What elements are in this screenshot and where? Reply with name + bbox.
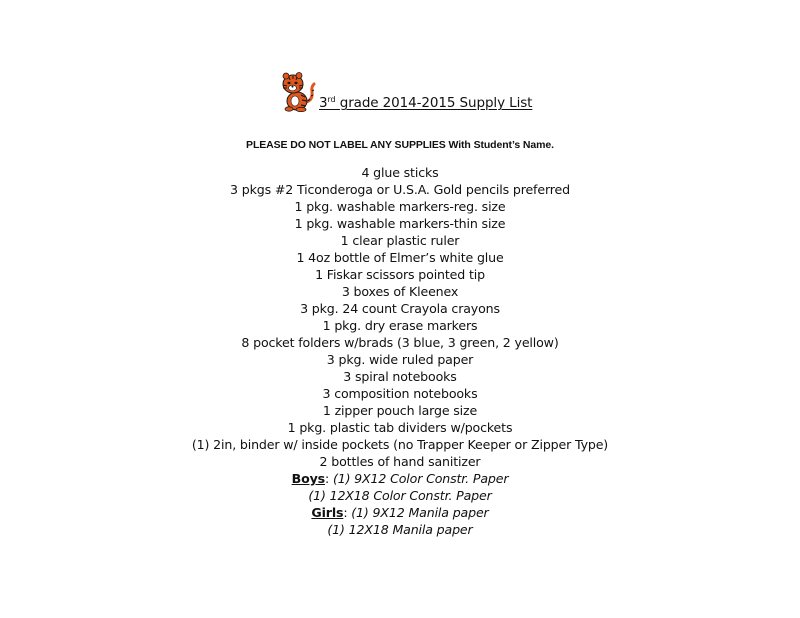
- girls-label: Girls: [311, 505, 344, 520]
- item-text: 3 pkgs #2 Ticonderoga or U.S.A. Gold pencils preferred: [230, 182, 570, 197]
- boys-item-1: (1) 9X12 Color Constr. Paper: [332, 471, 509, 486]
- item-text: 8 pocket folders w/brads (3 blue, 3 green, 2 yellow): [241, 335, 559, 350]
- item-text: 3 spiral notebooks: [343, 369, 457, 384]
- boys-list-item: [0, 470, 800, 487]
- tiger-mascot-icon: [279, 72, 317, 112]
- list-item: [0, 249, 800, 266]
- document-header: [279, 72, 532, 112]
- list-item: [0, 385, 800, 402]
- item-text: 3 boxes of Kleenex: [341, 284, 459, 299]
- list-item: [0, 181, 800, 198]
- item-text: 1 4oz bottle of Elmer’s white glue: [296, 250, 504, 265]
- item-text: 3 composition notebooks: [322, 386, 478, 401]
- item-text: 4 glue sticks: [361, 165, 439, 180]
- page-title: [319, 95, 532, 112]
- list-item: [0, 436, 800, 453]
- title-superscript: rd: [327, 95, 336, 104]
- supply-list: [0, 164, 800, 538]
- item-text: 1 Fiskar scissors pointed tip: [315, 267, 485, 282]
- list-item: [0, 402, 800, 419]
- girls-item-1: (1) 9X12 Manila paper: [351, 505, 489, 520]
- item-text: 1 clear plastic ruler: [340, 233, 460, 248]
- list-item: [0, 300, 800, 317]
- girls-item-2: (1) 12X18 Manila paper: [327, 522, 473, 537]
- list-item: [0, 453, 800, 470]
- boys-separator: :: [324, 471, 333, 486]
- list-item: [0, 164, 800, 181]
- boys-list-item: [0, 487, 800, 504]
- item-text: 1 zipper pouch large size: [322, 403, 478, 418]
- list-item: [0, 198, 800, 215]
- labeling-notice: PLEASE DO NOT LABEL ANY SUPPLIES With Student’s Name.: [246, 139, 554, 151]
- item-text: (1) 2in, binder w/ inside pockets (no Trapper Keeper or Zipper Type): [191, 437, 609, 452]
- girls-list-item: [0, 504, 800, 521]
- item-text: 3 pkg. 24 count Crayola crayons: [300, 301, 500, 316]
- item-text: 2 bottles of hand sanitizer: [319, 454, 481, 469]
- list-item: [0, 419, 800, 436]
- item-text: 1 pkg. washable markers-thin size: [294, 216, 506, 231]
- item-text: 1 pkg. washable markers-reg. size: [294, 199, 506, 214]
- list-item: [0, 368, 800, 385]
- list-item: [0, 317, 800, 334]
- item-text: 1 pkg. dry erase markers: [322, 318, 478, 333]
- girls-separator: :: [343, 505, 352, 520]
- girls-list-item: [0, 521, 800, 538]
- title-grade-number: 3: [319, 95, 328, 111]
- item-text: 1 pkg. plastic tab dividers w/pockets: [287, 420, 513, 435]
- list-item: [0, 266, 800, 283]
- boys-label: Boys: [291, 471, 325, 486]
- list-item: [0, 283, 800, 300]
- boys-item-2: (1) 12X18 Color Constr. Paper: [308, 488, 492, 503]
- list-item: [0, 334, 800, 351]
- title-text: grade 2014-2015 Supply List: [335, 95, 533, 111]
- list-item: [0, 232, 800, 249]
- item-text: 3 pkg. wide ruled paper: [326, 352, 474, 367]
- list-item: [0, 215, 800, 232]
- list-item: [0, 351, 800, 368]
